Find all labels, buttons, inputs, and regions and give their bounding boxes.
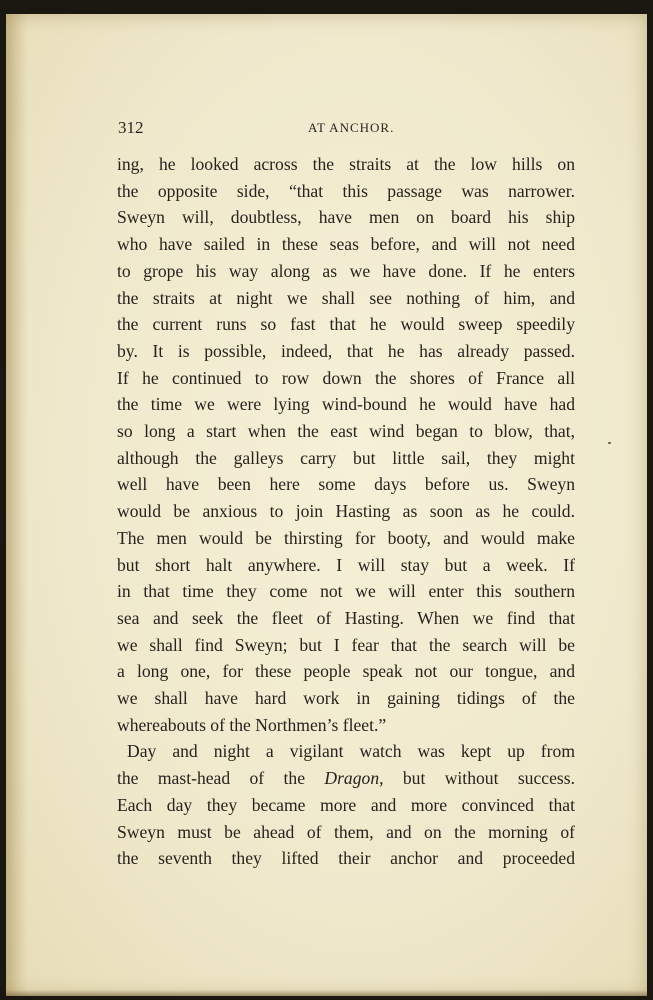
text-line: ing, he looked across the straits at the low hills on (117, 154, 575, 174)
text-line: to grope his way along as we have done. If he enters (117, 260, 575, 281)
text-line: the current runs so fast that he would sweep speedily (117, 314, 575, 335)
text-line: by. It is possible, indeed, that he has already passed. (117, 340, 575, 361)
page-number: 312 (118, 118, 144, 137)
running-head: AT ANCHOR. (308, 120, 395, 135)
text-line: sea and seek the fleet of Hasting. When we find that (117, 607, 575, 628)
text-line: although the galleys carry but little sail, they might (117, 447, 575, 468)
book-page (6, 14, 647, 996)
page-bottom-edge (6, 990, 647, 996)
text-fragment: but without success. (383, 768, 575, 789)
text-line: The men would be thirsting for booty, and would make (117, 527, 575, 548)
text-line: we shall find Sweyn; but I fear that the search will be (117, 634, 575, 655)
text-line: would be anxious to join Hasting as soon as he could. (117, 501, 575, 522)
text-line: who have sailed in these seas before, and will not need (117, 234, 575, 255)
text-line: the seventh they lifted their anchor and proceeded (117, 848, 575, 869)
text-line: Sweyn will, doubtless, have men on board his ship (117, 207, 575, 228)
text-line: a long one, for these people speak not our tongue, and (117, 661, 575, 682)
page-header (118, 118, 578, 142)
text-line: we shall have hard work in gaining tidings of the (117, 688, 575, 709)
paragraph-start-line: Day and night a vigilant watch was kept up from (127, 741, 575, 762)
body-text (117, 151, 575, 872)
text-line: in that time they come not we will enter this southern (117, 581, 575, 602)
text-line: but short halt anywhere. I will stay but a week. If (117, 554, 575, 575)
text-line: the time we were lying wind-bound he would have had (117, 394, 575, 415)
text-fragment: the mast-head of the (117, 768, 325, 789)
text-line-with-italic (117, 765, 575, 792)
paper-speck (608, 442, 611, 444)
paragraph-end-line: whereabouts of the Northmen’s fleet.” (117, 714, 387, 735)
ship-name-italic: Dragon, (324, 768, 384, 789)
text-line: If he continued to row down the shores of France all (117, 367, 575, 388)
text-line: the opposite side, “that this passage was narrower. (117, 180, 575, 201)
text-line: the straits at night we shall see nothing of him, and (117, 287, 575, 308)
text-line: Each day they became more and more convinced that (117, 794, 575, 815)
text-line: so long a start when the east wind began to blow, that, (117, 421, 575, 442)
gutter-shadow (6, 14, 28, 996)
text-line: well have been here some days before us. Sweyn (117, 474, 575, 495)
text-line: Sweyn must be ahead of them, and on the morning of (117, 821, 575, 842)
